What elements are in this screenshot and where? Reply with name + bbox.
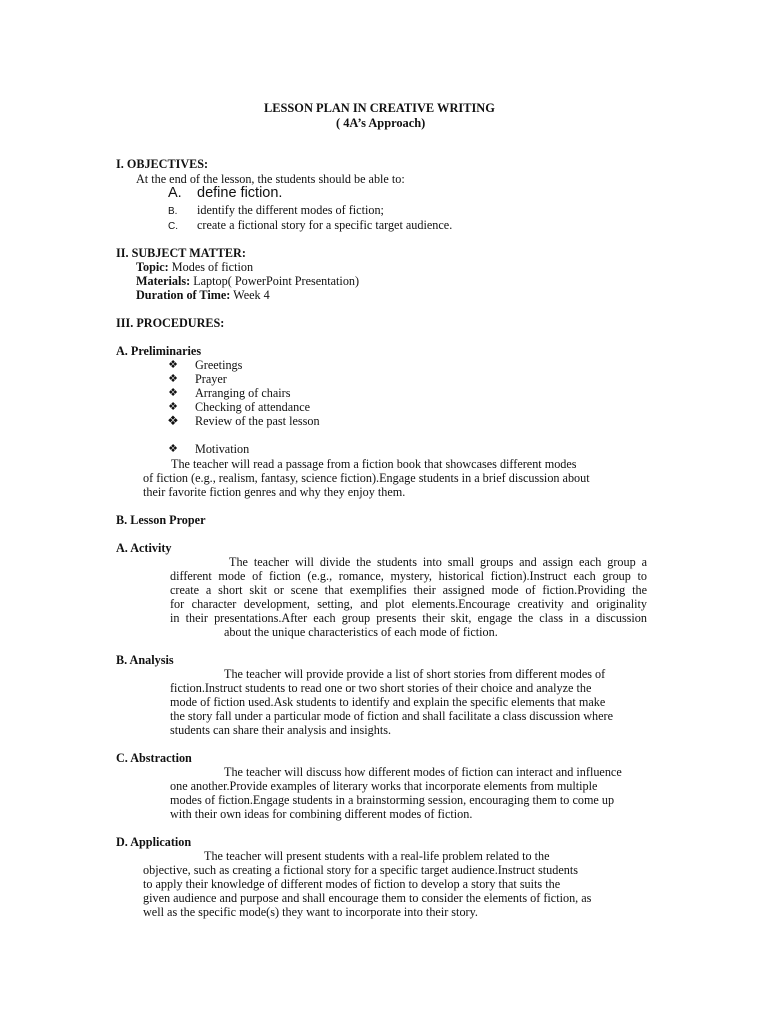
analysis-line: The teacher will provide provide a list of short stories from different modes of xyxy=(224,667,606,681)
analysis-line: mode of fiction used.Ask students to identify and explain the specific elements that make xyxy=(170,695,606,709)
lesson-proper-heading: B. Lesson Proper xyxy=(116,513,206,527)
preliminary-item: Checking of attendance xyxy=(195,400,311,414)
objective-marker-c: C. xyxy=(168,221,178,232)
abstraction-line: The teacher will discuss how different modes of fiction can interact and influence xyxy=(224,765,622,779)
duration-line xyxy=(136,288,270,302)
document-subtitle: ( 4A’s Approach) xyxy=(336,116,426,130)
preliminaries-heading: A. Preliminaries xyxy=(116,344,202,358)
duration-label: Duration of Time: xyxy=(136,288,231,302)
document-title: LESSON PLAN IN CREATIVE WRITING xyxy=(264,101,495,115)
analysis-line: the story fall under a particular mode of fiction and shall facilitate a class discussion where xyxy=(170,709,613,723)
activity-line: create a short skit or scene that exemplifies their assigned mode of fiction.Providing the xyxy=(170,583,647,597)
materials-label: Materials: xyxy=(136,274,191,288)
motivation-label: Motivation xyxy=(195,442,250,456)
diamond-bullet-icon: ❖ xyxy=(167,413,179,428)
abstraction-line: with their own ideas for combining different modes of fiction. xyxy=(170,807,473,821)
diamond-bullet-icon: ❖ xyxy=(168,373,178,385)
abstraction-heading: C. Abstraction xyxy=(116,751,192,765)
objectives-intro: At the end of the lesson, the students should be able to: xyxy=(136,172,405,186)
subject-matter-heading: II. SUBJECT MATTER: xyxy=(116,246,246,260)
activity-line: The teacher will divide the students into small groups and assign each group a xyxy=(229,555,647,569)
topic-line xyxy=(136,260,253,274)
objective-marker-b: B. xyxy=(168,206,178,217)
diamond-bullet-icon: ❖ xyxy=(168,387,178,399)
diamond-bullet-icon: ❖ xyxy=(168,401,178,413)
objectives-heading: I. OBJECTIVES: xyxy=(116,157,209,171)
abstraction-line: modes of fiction.Engage students in a brainstorming session, encouraging them to come up xyxy=(170,793,615,807)
topic-value: Modes of fiction xyxy=(168,260,254,274)
activity-line: for character development, setting, and plot elements.Encourage creativity and originality xyxy=(170,597,647,611)
motivation-line: The teacher will read a passage from a fiction book that showcases different modes xyxy=(171,457,577,471)
duration-value: Week 4 xyxy=(230,288,270,302)
objective-item-b: identify the different modes of fiction; xyxy=(197,203,384,217)
motivation-line: their favorite fiction genres and why they enjoy them. xyxy=(143,485,406,499)
topic-label: Topic: xyxy=(136,260,169,274)
application-heading: D. Application xyxy=(116,835,192,849)
preliminary-item: Prayer xyxy=(195,372,227,386)
application-line: The teacher will present students with a real-life problem related to the xyxy=(204,849,550,863)
analysis-line: fiction.Instruct students to read one or two short stories of their choice and analyze the xyxy=(170,681,592,695)
analysis-heading: B. Analysis xyxy=(116,653,174,667)
application-line: well as the specific mode(s) they want to incorporate into their story. xyxy=(143,905,478,919)
materials-line xyxy=(136,274,359,288)
preliminary-item: Greetings xyxy=(195,358,243,372)
analysis-line: students can share their analysis and insights. xyxy=(170,723,392,737)
objective-item-c: create a fictional story for a specific target audience. xyxy=(197,218,453,232)
materials-value: Laptop( PowerPoint Presentation) xyxy=(190,274,360,288)
diamond-bullet-icon: ❖ xyxy=(168,359,178,371)
activity-line: in their presentations.After each group presents their skit, engage the class in a discussion xyxy=(170,611,647,625)
application-line: given audience and purpose and shall encourage them to consider the elements of fiction, as xyxy=(143,891,592,905)
diamond-bullet-icon: ❖ xyxy=(168,443,178,455)
activity-heading: A. Activity xyxy=(116,541,172,555)
preliminary-item: Arranging of chairs xyxy=(195,386,291,400)
activity-line: about the unique characteristics of each mode of fiction. xyxy=(224,625,498,639)
preliminary-item: Review of the past lesson xyxy=(195,414,320,428)
application-line: to apply their knowledge of different modes of fiction to develop a story that suits the xyxy=(143,877,561,891)
activity-line: different mode of fiction (e.g., romance, mystery, historical fiction).Instruct each group to xyxy=(170,569,647,583)
objective-item-a: define fiction. xyxy=(197,185,283,201)
procedures-heading: III. PROCEDURES: xyxy=(116,316,225,330)
application-line: objective, such as creating a fictional story for a specific target audience.Instruct students xyxy=(143,863,578,877)
motivation-line: of fiction (e.g., realism, fantasy, science fiction).Engage students in a brief discussion about xyxy=(143,471,590,485)
abstraction-line: one another.Provide examples of literary works that incorporate elements from multiple xyxy=(170,779,598,793)
objective-marker-a: A. xyxy=(168,185,182,201)
